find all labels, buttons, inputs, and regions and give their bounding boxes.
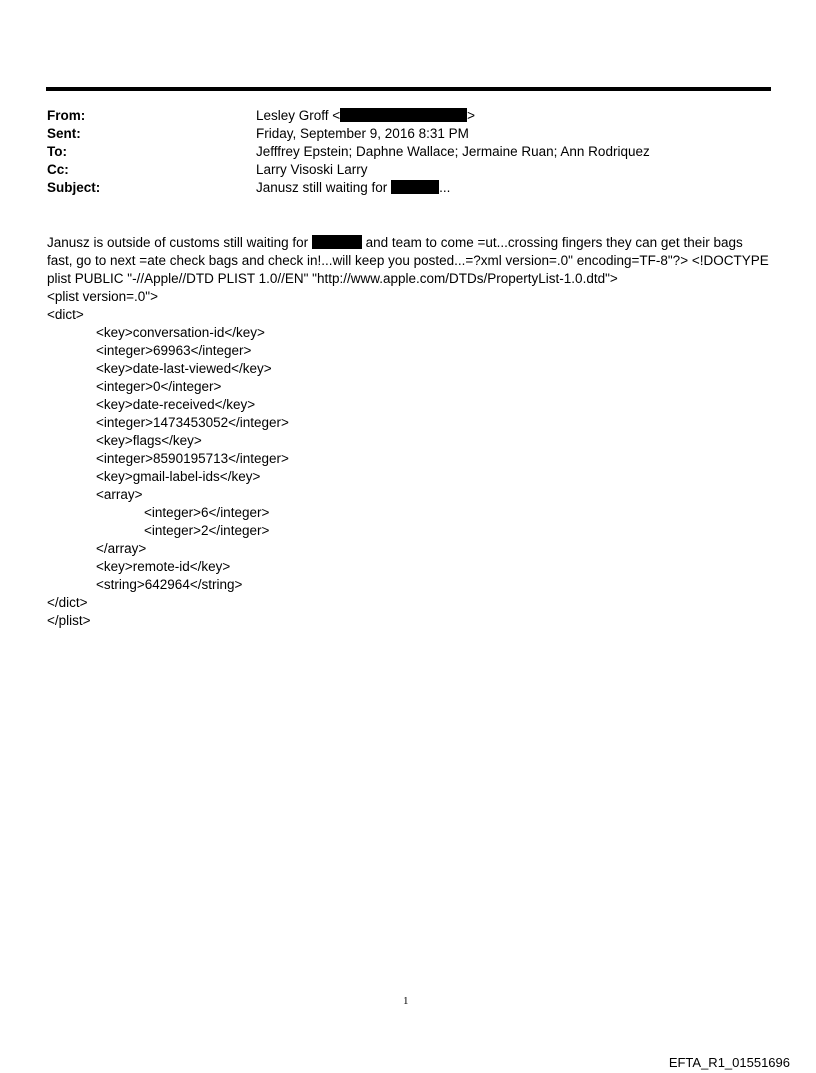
subject-text: Janusz still waiting for xyxy=(256,180,388,195)
plist-block xyxy=(47,288,767,630)
plist-line: <integer>69963</integer> xyxy=(96,343,252,358)
plist-line: <key>conversation-id</key> xyxy=(96,325,265,340)
page-number: 1 xyxy=(403,995,409,1007)
plist-line: </dict> xyxy=(47,595,88,610)
subject-tail: ... xyxy=(439,180,451,195)
plist-line: <string>642964</string> xyxy=(96,577,243,592)
plist-line: <plist version=.0"> xyxy=(47,289,158,304)
plist-line: <integer>1473453052</integer> xyxy=(96,415,289,430)
subject-row xyxy=(47,179,767,197)
plist-line: <array> xyxy=(96,487,143,502)
plist-line: <dict> xyxy=(47,307,84,322)
plist-line: </array> xyxy=(96,541,147,556)
plist-line: <key>date-last-viewed</key> xyxy=(96,361,272,376)
body-line: plist PUBLIC "-//Apple//DTD PLIST 1.0//EN" "http://www.apple.com/DTDs/PropertyList-1.0.dtd"> xyxy=(47,271,618,286)
to-row xyxy=(47,143,767,161)
subject-label: Subject: xyxy=(47,180,101,195)
body-line1-b: and team to come =ut...crossing fingers they can get their bags xyxy=(365,235,743,250)
to-label: To: xyxy=(47,144,67,159)
redaction-box xyxy=(340,108,467,122)
cc-value: Larry Visoski Larry xyxy=(256,162,368,177)
plist-line: <integer>2</integer> xyxy=(144,523,270,538)
document-id: EFTA_R1_01551696 xyxy=(668,1055,790,1070)
from-row xyxy=(47,107,767,125)
from-close: > xyxy=(467,108,476,123)
plist-line: <key>date-received</key> xyxy=(96,397,256,412)
sent-label: Sent: xyxy=(47,126,81,141)
from-value xyxy=(256,107,475,125)
to-value: Jefffrey Epstein; Daphne Wallace; Jermaine Ruan; Ann Rodriquez xyxy=(256,144,650,159)
subject-value xyxy=(256,179,450,197)
email-body xyxy=(47,234,767,630)
redaction-box xyxy=(391,180,439,194)
body-line xyxy=(47,234,767,252)
plist-line: <key>flags</key> xyxy=(96,433,202,448)
body-line1-a: Janusz is outside of customs still waiting for xyxy=(47,235,309,250)
cc-row xyxy=(47,161,767,179)
sent-row xyxy=(47,125,767,143)
redaction-box xyxy=(312,235,362,249)
from-label: From: xyxy=(47,108,86,123)
plist-line: <integer>8590195713</integer> xyxy=(96,451,289,466)
plist-line: <integer>0</integer> xyxy=(96,379,222,394)
body-line: fast, go to next =ate check bags and check in!...will keep you posted...=?xml version=.0" encoding=TF-8"?> <!DOCTYPE xyxy=(47,253,769,268)
from-name: Lesley Groff < xyxy=(256,108,341,123)
plist-line: <key>gmail-label-ids</key> xyxy=(96,469,261,484)
cc-label: Cc: xyxy=(47,162,69,177)
plist-line: <integer>6</integer> xyxy=(144,505,270,520)
plist-line: <key>remote-id</key> xyxy=(96,559,231,574)
header-rule xyxy=(46,87,771,91)
plist-line: </plist> xyxy=(47,613,91,628)
sent-value: Friday, September 9, 2016 8:31 PM xyxy=(256,126,469,141)
